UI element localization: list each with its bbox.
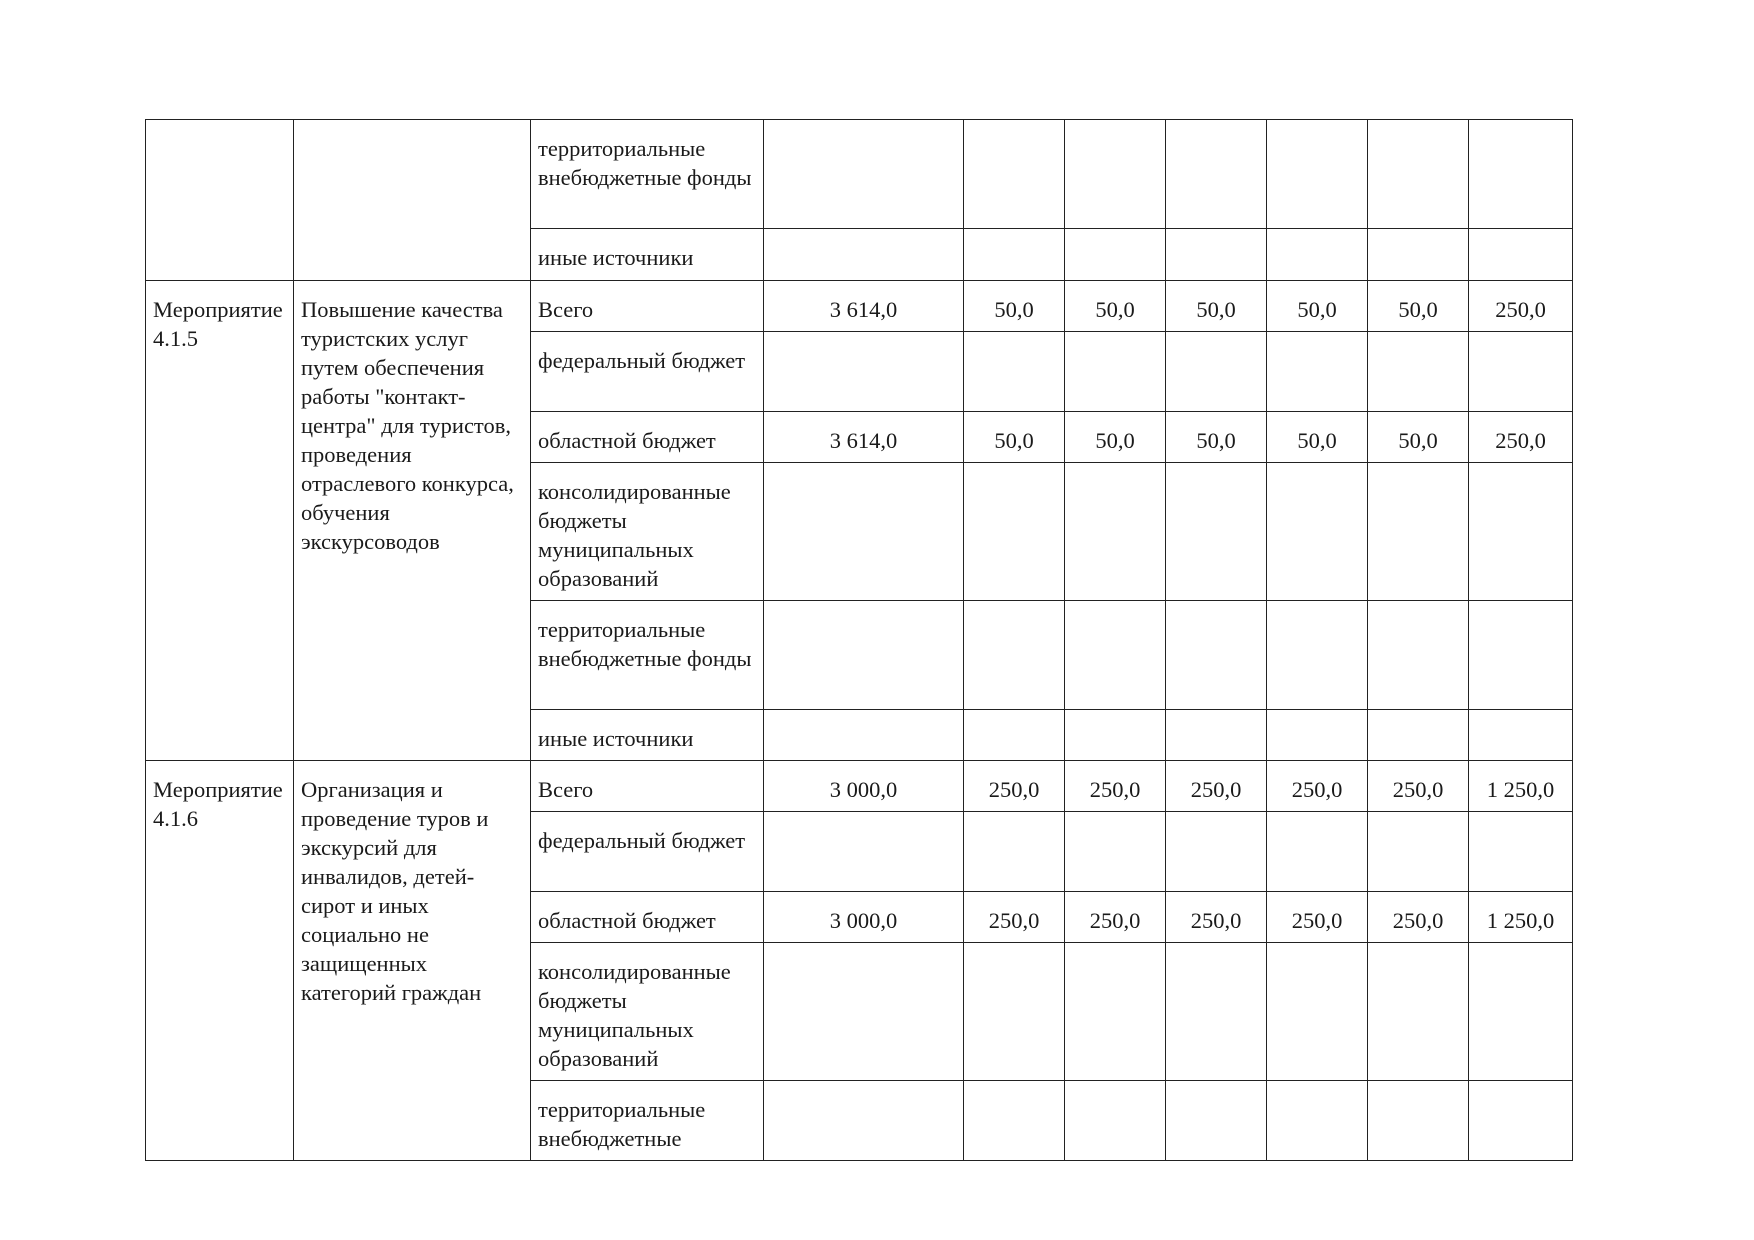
amount-cell	[964, 710, 1065, 761]
amount-cell	[1166, 1081, 1267, 1161]
amount-cell	[1267, 710, 1368, 761]
amount-cell	[1065, 1081, 1166, 1161]
amount-cell	[1469, 229, 1573, 281]
amount-cell	[1065, 229, 1166, 281]
amount-cell	[1065, 943, 1166, 1081]
amount-cell: 250,0	[1065, 761, 1166, 812]
table-row	[146, 120, 1573, 229]
amount-cell: 50,0	[964, 412, 1065, 463]
amount-cell: 250,0	[1267, 761, 1368, 812]
amount-cell	[764, 229, 964, 281]
amount-cell	[1469, 710, 1573, 761]
funding-source-cell: Всего	[531, 761, 764, 812]
amount-cell	[1065, 601, 1166, 710]
amount-cell	[1267, 229, 1368, 281]
amount-cell	[1065, 120, 1166, 229]
funding-source-cell: территориальные внебюджетные	[531, 1081, 764, 1161]
amount-cell: 250,0	[964, 761, 1065, 812]
amount-cell	[764, 943, 964, 1081]
amount-cell	[1368, 1081, 1469, 1161]
amount-cell	[764, 332, 964, 412]
amount-cell	[1469, 943, 1573, 1081]
amount-cell	[1267, 601, 1368, 710]
funding-source-cell: консолидированные бюджеты муниципальных образований	[531, 943, 764, 1081]
amount-cell	[1166, 332, 1267, 412]
amount-cell: 50,0	[1368, 412, 1469, 463]
amount-cell	[1267, 812, 1368, 892]
amount-cell	[764, 120, 964, 229]
amount-cell: 50,0	[1166, 412, 1267, 463]
amount-cell: 250,0	[1065, 892, 1166, 943]
amount-cell	[964, 1081, 1065, 1161]
table-row	[146, 281, 1573, 332]
amount-cell	[964, 229, 1065, 281]
amount-cell	[964, 812, 1065, 892]
amount-cell: 50,0	[1065, 281, 1166, 332]
amount-cell	[1166, 229, 1267, 281]
funding-source-cell: иные источники	[531, 229, 764, 281]
amount-cell	[1469, 120, 1573, 229]
amount-cell: 50,0	[1166, 281, 1267, 332]
amount-cell: 250,0	[1368, 892, 1469, 943]
amount-cell: 3 614,0	[764, 281, 964, 332]
amount-cell	[1166, 812, 1267, 892]
amount-cell	[1469, 812, 1573, 892]
amount-cell: 3 000,0	[764, 761, 964, 812]
amount-cell	[1065, 710, 1166, 761]
measure-description-cell: Повышение качества туристских услуг путем обеспечения работы "контакт-центра" для туристов, проведения отраслевого конкурса, обучения экскурсоводов	[294, 281, 531, 761]
amount-cell: 1 250,0	[1469, 761, 1573, 812]
amount-cell: 250,0	[1469, 281, 1573, 332]
amount-cell: 250,0	[1469, 412, 1573, 463]
amount-cell: 250,0	[1166, 892, 1267, 943]
amount-cell	[764, 463, 964, 601]
amount-cell	[1065, 332, 1166, 412]
amount-cell: 50,0	[1267, 412, 1368, 463]
amount-cell	[1166, 601, 1267, 710]
amount-cell: 50,0	[1267, 281, 1368, 332]
amount-cell	[1368, 463, 1469, 601]
amount-cell	[964, 332, 1065, 412]
funding-source-cell: территориальные внебюджетные фонды	[531, 601, 764, 710]
funding-source-cell: Всего	[531, 281, 764, 332]
funding-source-cell: областной бюджет	[531, 412, 764, 463]
amount-cell: 3 000,0	[764, 892, 964, 943]
amount-cell	[1267, 943, 1368, 1081]
funding-source-cell: областной бюджет	[531, 892, 764, 943]
amount-cell	[964, 120, 1065, 229]
funding-table	[145, 119, 1573, 1161]
amount-cell	[1368, 812, 1469, 892]
measure-code-cell	[146, 120, 294, 281]
amount-cell	[1368, 601, 1469, 710]
amount-cell	[1469, 601, 1573, 710]
table-row	[146, 761, 1573, 812]
amount-cell	[1166, 943, 1267, 1081]
amount-cell	[1469, 1081, 1573, 1161]
amount-cell: 250,0	[1267, 892, 1368, 943]
amount-cell	[964, 943, 1065, 1081]
amount-cell: 250,0	[1368, 761, 1469, 812]
amount-cell	[1469, 463, 1573, 601]
amount-cell: 1 250,0	[1469, 892, 1573, 943]
amount-cell	[1166, 120, 1267, 229]
measure-code-cell: Мероприятие 4.1.5	[146, 281, 294, 761]
funding-source-cell: территориальные внебюджетные фонды	[531, 120, 764, 229]
amount-cell: 250,0	[964, 892, 1065, 943]
amount-cell	[1368, 120, 1469, 229]
measure-code-cell: Мероприятие 4.1.6	[146, 761, 294, 1161]
amount-cell	[1469, 332, 1573, 412]
funding-source-cell: иные источники	[531, 710, 764, 761]
amount-cell	[1368, 710, 1469, 761]
amount-cell	[1166, 710, 1267, 761]
amount-cell	[1267, 120, 1368, 229]
amount-cell	[764, 710, 964, 761]
amount-cell	[964, 463, 1065, 601]
funding-source-cell: федеральный бюджет	[531, 812, 764, 892]
amount-cell	[1166, 463, 1267, 601]
amount-cell: 50,0	[964, 281, 1065, 332]
amount-cell	[764, 601, 964, 710]
amount-cell	[1065, 463, 1166, 601]
amount-cell	[964, 601, 1065, 710]
amount-cell: 250,0	[1166, 761, 1267, 812]
amount-cell	[1267, 1081, 1368, 1161]
amount-cell	[1368, 332, 1469, 412]
amount-cell: 3 614,0	[764, 412, 964, 463]
amount-cell	[1368, 229, 1469, 281]
amount-cell	[1065, 812, 1166, 892]
amount-cell: 50,0	[1368, 281, 1469, 332]
amount-cell	[764, 1081, 964, 1161]
amount-cell	[1267, 463, 1368, 601]
funding-source-cell: федеральный бюджет	[531, 332, 764, 412]
measure-description-cell	[294, 120, 531, 281]
amount-cell	[1368, 943, 1469, 1081]
amount-cell	[764, 812, 964, 892]
funding-source-cell: консолидированные бюджеты муниципальных образований	[531, 463, 764, 601]
amount-cell	[1267, 332, 1368, 412]
amount-cell: 50,0	[1065, 412, 1166, 463]
measure-description-cell: Организация и проведение туров и экскурсий для инвалидов, детей-сирот и иных социально не защищенных категорий граждан	[294, 761, 531, 1161]
